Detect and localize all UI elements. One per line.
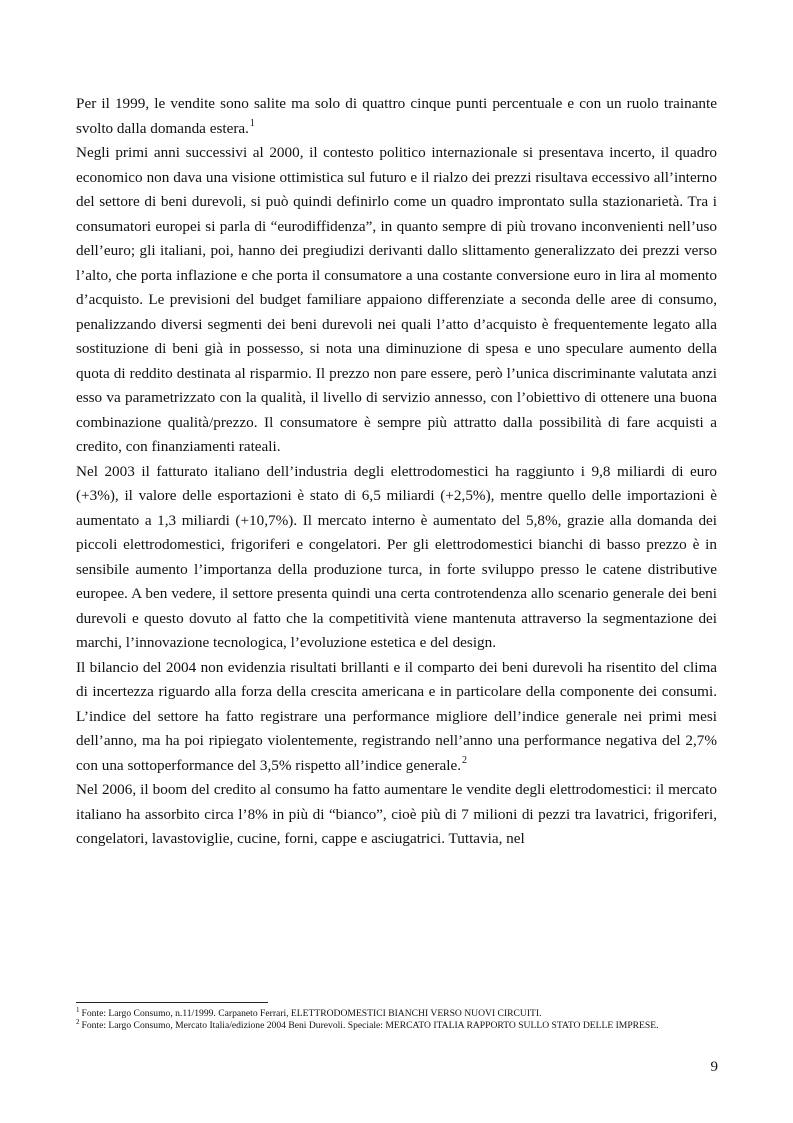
paragraph-5: Nel 2006, il boom del credito al consumo ha fatto aumentare le vendite degli elettrodomestici: il mercato italiano ha assorbito circa l’8% in più di “bianco”, cioè più di 7 milioni di pezzi tra lavatrici, frigoriferi, congelatori, lavastoviglie, cucine, forni, cappe e asciugatrici. Tuttavia, nel	[76, 781, 717, 847]
paragraph-3: Nel 2003 il fatturato italiano dell’industria degli elettrodomestici ha raggiunto i 9,8 miliardi di euro (+3%), il valore delle esportazioni è stato di 6,5 miliardi (+2,5%), mentre quello delle importazioni è aumentato a 1,3 miliardi (+10,7%). Il mercato interno è aumentato del 5,8%, grazie alla domanda dei piccoli elettrodomestici, frigoriferi e congelatori. Per gli elettrodomestici bianchi di basso prezzo è in sensibile aumento l’importanza della produzione turca, in forte sviluppo presso le catene distributive europee. A ben vedere, il settore presenta quindi una certa controtendenza allo scenario generale dei beni durevoli e questo dovuto al fatto che la competitività viene mantenuta attraverso la segmentazione dei marchi, l’innovazione tecnologica, l’evoluzione estetica e del design.	[76, 462, 717, 651]
footnote-ref-1[interactable]: 1	[249, 118, 255, 130]
footnote-ref-2[interactable]: 2	[462, 755, 468, 767]
page-number: 9	[710, 1059, 718, 1075]
footnotes	[76, 1005, 717, 1032]
footnote-marker-1: 1	[76, 1005, 80, 1014]
footnote-1: $^1$ Fonte: Largo Consumo, n.11/1999. Carpaneto Ferrari, ELETTRODOMESTICI BIANCHI VERSO NUOVI CIRCUITI.	[76, 1005, 542, 1019]
body-text	[76, 92, 717, 852]
paragraph-4: Il bilancio del 2004 non evidenzia risultati brillanti e il comparto dei beni durevoli ha risentito del clima di incertezza riguardo alla forza della crescita americana e in particolare della componente dei consumi. L’indice del settore ha fatto registrare una performance migliore dell’indice generale nei primi mesi dell’anno, ma ha poi ripiegato violentemente, registrando nell’anno una performance negativa del 2,7% con una sottoperformance del 3,5% rispetto all’indice generale.$^2$	[76, 658, 717, 774]
footnote-2: $^2$ Fonte: Largo Consumo, Mercato Italia/edizione 2004 Beni Durevoli. Speciale: MERCATO ITALIA RAPPORTO SULLO STATO DELLE IMPRESE.	[76, 1017, 659, 1031]
paragraph-2: Negli primi anni successivi al 2000, il contesto politico internazionale si presentava incerto, il quadro economico non dava una visione ottimistica sul futuro e il rialzo dei prezzi risultava eccessivo all’interno del settore di beni durevoli, si può quindi definirlo come un quadro improntato sulla stazionarietà. Tra i consumatori europei si parla di “eurodiffidenza”, in quanto sempre di più trovano inconvenienti nell’uso dell’euro; gli italiani, poi, hanno dei pregiudizi derivanti dallo slittamento generalizzato dei prezzi verso l’alto, che porta inflazione e che porta il consumatore a una costante conversione euro in lira al momento d’acquisto. Le previsioni del budget familiare appaiono differenziate a seconda delle aree di consumo, penalizzando diversi segmenti dei beni durevoli nei quali l’atto d’acquisto è frequentemente legato alla sostituzione di beni già in possesso, si nota una diminuzione di spesa e uno speculare aumento della quota di reddito destinata al risparmio. Il prezzo non pare essere, però l’unica discriminante valutata anzi esso va parametrizzato con la qualità, il livello di servizio annesso, con l’obiettivo di ottenere una buona combinazione qualità/prezzo. Il consumatore è sempre più attratto dalla possibilità di fare acquisti a credito, con finanziamenti rateali.	[76, 144, 717, 455]
paragraph-1: Per il 1999, le vendite sono salite ma solo di quattro cinque punti percentuale e con un ruolo trainante svolto dalla domanda estera.$^1$	[76, 95, 717, 137]
footnote-separator	[76, 1002, 268, 1003]
footnote-marker-2: 2	[76, 1017, 80, 1026]
